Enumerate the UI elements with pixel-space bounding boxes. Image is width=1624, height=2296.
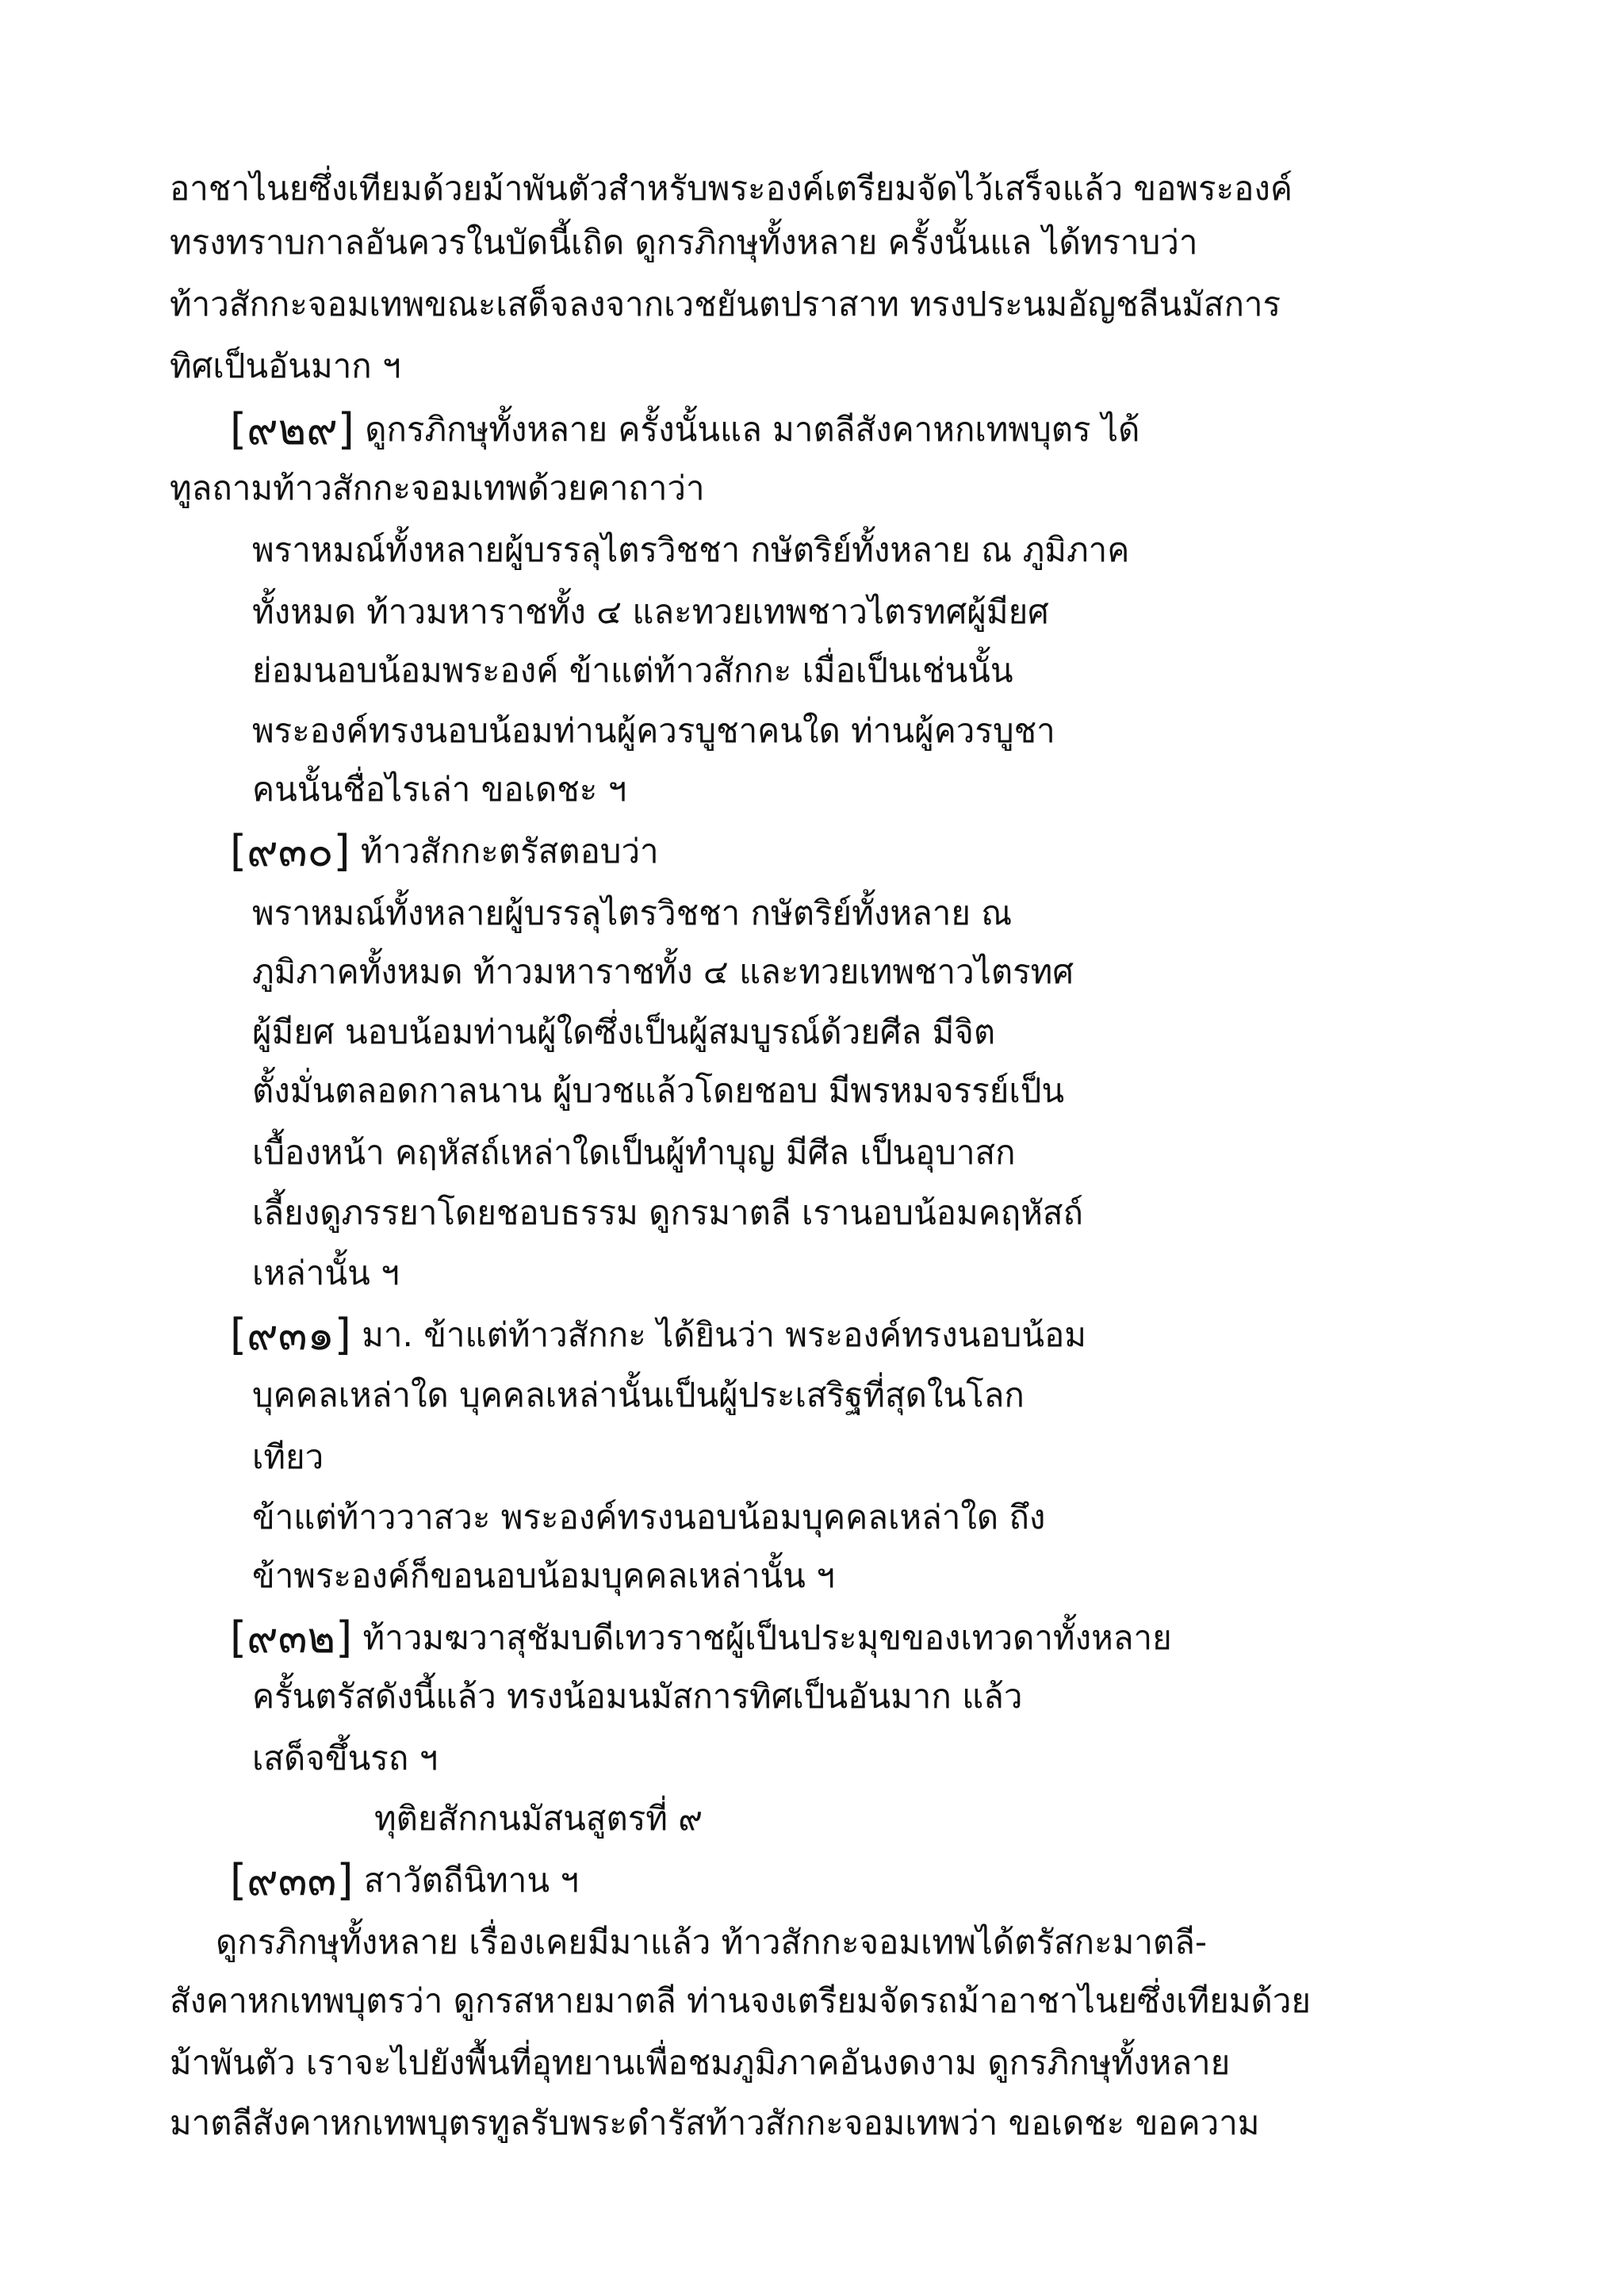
paragraph-number: [๙๓๓] <box>230 1855 354 1905</box>
paragraph-text: สาวัตถีนิทาน ฯ <box>353 1861 579 1900</box>
verse-line: ข้าพระองค์ก็ขอนอบน้อมบุคคลเหล่านั้น ฯ <box>252 1556 835 1595</box>
verse-line: พราหมณ์ทั้งหลายผู้บรรลุไตรวิชชา กษัตริย์ทั้งหลาย ณ <box>252 894 1013 932</box>
paragraph-text: มา. ข้าแต่ท้าวสักกะ ได้ยินว่า พระองค์ทรงนอบน้อม <box>350 1315 1086 1354</box>
intro-line: อาชาไนยซึ่งเทียมด้วยม้าพันตัวสำหรับพระองค์เตรียมจัดไว้เสร็จแล้ว ขอพระองค์ <box>170 169 1293 208</box>
paragraph-931 <box>230 1311 1086 1359</box>
paragraph-text: ท้าวสักกะตรัสตอบว่า <box>350 832 659 871</box>
verse-line: ข้าแต่ท้าววาสวะ พระองค์ทรงนอบน้อมบุคคลเหล่าใด ถึง <box>252 1498 1046 1536</box>
intro-line: ทรงทราบกาลอันควรในบัดนี้เถิด ดูกรภิกษุทั้งหลาย ครั้งนั้นแล ได้ทราบว่า <box>170 223 1198 262</box>
verse-line: เทียว <box>252 1437 324 1476</box>
body-line: มาตลีสังคาหกเทพบุตรทูลรับพระดำรัสท้าวสักกะจอมเทพว่า ขอเดชะ ขอความ <box>170 2103 1260 2142</box>
verse-line: คนนั้นชื่อไรเล่า ขอเดชะ ฯ <box>252 770 627 809</box>
verse-line: ทั้งหมด ท้าวมหาราชทั้ง ๔ และทวยเทพชาวไตรทศผู้มียศ <box>252 592 1049 631</box>
paragraph-text: ท้าวมฆวาสุชัมบดีเทวราชผู้เป็นประมุขของเทวดาทั้งหลาย <box>352 1618 1172 1657</box>
verse-line: ครั้นตรัสดังนี้แล้ว ทรงน้อมนมัสการทิศเป็นอันมาก แล้ว <box>252 1677 1023 1716</box>
intro-line: ทิศเป็นอันมาก ฯ <box>170 346 401 385</box>
paragraph-930 <box>230 828 659 875</box>
paragraph-number: [๙๓๑] <box>230 1310 351 1360</box>
verse-line: ภูมิภาคทั้งหมด ท้าวมหาราชทั้ง ๔ และทวยเทพชาวไตรทศ <box>252 952 1074 991</box>
verse-line: เบื้องหน้า คฤหัสถ์เหล่าใดเป็นผู้ทำบุญ มีศีล เป็นอุบาสก <box>252 1133 1016 1172</box>
sutta-title: ทุติยสักกนมัสนสูตรที่ ๙ <box>374 1799 703 1838</box>
verse-line: พราหมณ์ทั้งหลายผู้บรรลุไตรวิชชา กษัตริย์ทั้งหลาย ณ ภูมิภาค <box>252 530 1130 569</box>
body-line: ม้าพันตัว เราจะไปยังพื้นที่อุทยานเพื่อชมภูมิภาคอันงดงาม ดูกรภิกษุทั้งหลาย <box>170 2043 1231 2082</box>
paragraph-number: [๙๒๙] <box>230 404 354 454</box>
paragraph-929 <box>230 406 1139 453</box>
verse-line: ผู้มียศ นอบน้อมท่านผู้ใดซึ่งเป็นผู้สมบูรณ์ด้วยศีล มีจิต <box>252 1012 996 1051</box>
intro-line: ท้าวสักกะจอมเทพขณะเสด็จลงจากเวชยันตปราสาท ทรงประนมอัญชลีนมัสการ <box>170 285 1281 323</box>
body-line: ดูกรภิกษุทั้งหลาย เรื่องเคยมีมาแล้ว ท้าวสักกะจอมเทพได้ตรัสกะมาตลี- <box>216 1923 1208 1961</box>
paragraph-number: [๙๓๐] <box>230 826 350 876</box>
paragraph-932 <box>230 1614 1172 1662</box>
verse-line: เลี้ยงดูภรรยาโดยชอบธรรม ดูกรมาตลี เรานอบน้อมคฤหัสถ์ <box>252 1193 1083 1232</box>
verse-line: บุคคลเหล่าใด บุคคลเหล่านั้นเป็นผู้ประเสริฐที่สุดในโลก <box>252 1376 1025 1414</box>
verse-line: เสด็จขึ้นรถ ฯ <box>252 1739 439 1777</box>
verse-line: พระองค์ทรงนอบน้อมท่านผู้ควรบูชาคนใด ท่านผู้ควรบูชา <box>252 711 1055 750</box>
verse-line: เหล่านั้น ฯ <box>252 1253 400 1292</box>
paragraph-number: [๙๓๒] <box>230 1613 353 1663</box>
paragraph-933 <box>230 1857 579 1904</box>
verse-line: ย่อมนอบน้อมพระองค์ ข้าแต่ท้าวสักกะ เมื่อเป็นเช่นนั้น <box>252 651 1013 690</box>
verse-line: ตั้งมั่นตลอดกาลนาน ผู้บวชแล้วโดยชอบ มีพรหมจรรย์เป็น <box>252 1071 1065 1110</box>
paragraph-text: ดูกรภิกษุทั้งหลาย ครั้งนั้นแล มาตลีสังคาหกเทพบุตร ได้ <box>354 410 1140 449</box>
paragraph-text: ทูลถามท้าวสักกะจอมเทพด้วยคาถาว่า <box>170 469 705 507</box>
body-line: สังคาหกเทพบุตรว่า ดูกรสหายมาตลี ท่านจงเตรียมจัดรถม้าอาชาไนยซึ่งเทียมด้วย <box>170 1981 1311 2020</box>
